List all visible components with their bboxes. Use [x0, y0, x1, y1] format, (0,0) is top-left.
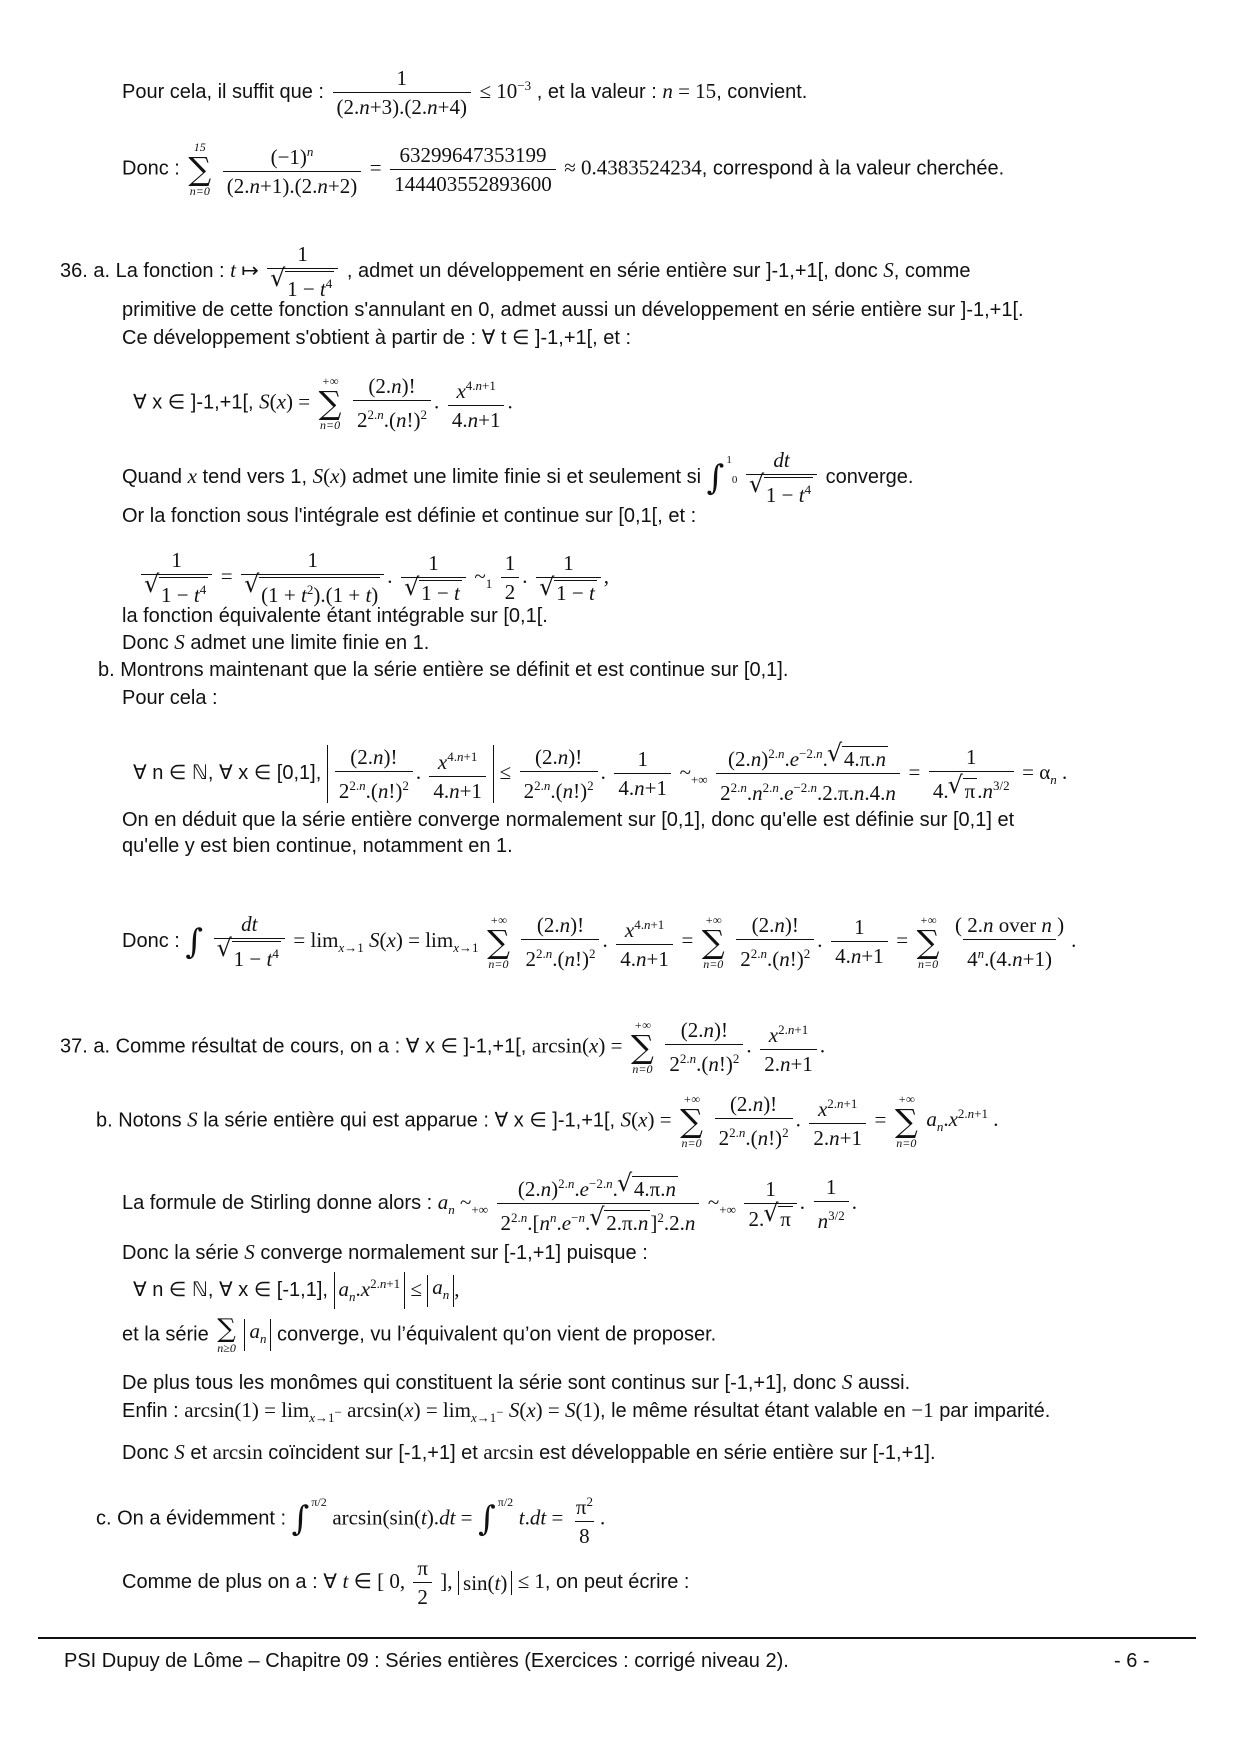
text-line-3: primitive de cette fonction s'annulant en 0, admet aussi un développement en série entière sur ]-1,+1[. [122, 299, 1024, 321]
footer-divider [38, 1637, 1196, 1639]
series-definition: ∀ x ∈ ]-1,+1[, S(x) = +∞ ∑ n=0 $\frac{(2.n)!}{2^{2.n}.(n!)^2}$ . $\frac{x^{4.n+1}}{4.n+1}$ . [133, 374, 513, 432]
integral-symbol: ∫ [706, 457, 725, 498]
text-line-2: Donc : 15 ∑ n=0 $\frac{(-1)^n}{(2.n+1).(2.n+2)}$ = $\frac{63299647353199}{144403552893600}$ ≈ 0.4383524234, correspond à la valeur cherchée. [122, 140, 1005, 198]
page-number: - 6 - [1114, 1650, 1150, 1672]
stirling-line: La formule de Stirling donne alors : $a_n$ $\sim_{+\infty}$ $\frac{(2.n)^{2.n}.e^{-2.n}.√ 4.\pi.n}{2^{2.n}.[n^n.e^{-n}.√ 2.\pi.n]^2.2.n}$ $\sim_{+\infty}$ $\frac{1}{2.√ \pi}$ . $\frac{1}{n^{3/2}}$ . [122, 1172, 857, 1235]
footer-left: PSI Dupuy de Lôme – Chapitre 09 : Séries entières (Exercices : corrigé niveau 2). [64, 1650, 789, 1672]
equivalence-formula: 1 √ $1 - t^4$ = 1 √ $(1 + t^2).(1 + t)$ . 1 √ 1 − t $\sim_1$ $\frac{1}{2}$ . 1 √ 1 − t , [138, 548, 609, 607]
text-line-11: Pour cela : [122, 687, 218, 709]
question-37b: b. Notons S la série entière qui est apparue : ∀ x ∈ ]-1,+1[, S(x) = +∞ ∑ n=0 $\frac{(2.n)!}{2^{2.n}.(n!)^2}$ . $\frac{x^{2.n+1}}{2.n+1}$ = +∞ ∑ n=0 $a_n.x^{2.n+1}$ . [96, 1092, 999, 1150]
question-37a: 37. a. Comme résultat de cours, on a : ∀ x ∈ ]-1,+1[, arcsin(x) = +∞ ∑ n=0 $\frac{(2.n)!}{2^{2.n}.(n!)^2}$ . $\frac{x^{2.n+1}}{2.n+1}$ . [60, 1018, 826, 1076]
text-line-9: Donc S admet une limite finie en 1. [122, 630, 430, 654]
sum-symbol: 15 ∑ n=0 [188, 140, 212, 198]
text-line-37f: et la série ∑ n≥0 $a_n$ converge, vu l’équivalent qu’on vient de proposer. [122, 1314, 717, 1355]
bound-inequality: ∀ n ∈ ℕ, ∀ x ∈ [0,1], $\frac{(2.n)!}{2^{2.n}.(n!)^2}$ . $\frac{x^{4.n+1}}{4.n+1}$ ≤ $\frac{(2.n)!}{2^{2.n}.(n!)^2}$ . $\frac{1}{4.n+1}$ $\sim_{+\infty}$ $\frac{(2.n)^{2.n}.e^{-2.n}.√ 4.\pi.n}{2^{2.n}.n^{2.n}.e^{-2.n}.2.\pi.n.4.n}$ = $\frac{1}{4.√ \pi.n^{3/2}}$ = $\alpha_n$ . [133, 742, 1067, 805]
text-line-37d: Donc la série S converge normalement sur [-1,+1] puisque : [122, 1240, 648, 1264]
text-line-37i: Donc S et arcsin coïncident sur [-1,+1] et arcsin est développable en série entière sur [-1,+1]. [122, 1440, 936, 1464]
text-line-37e: ∀ n ∈ ℕ, ∀ x ∈ [-1,1], $a_n.x^{2.n+1} \le a_n$ , [133, 1272, 459, 1309]
text-line-8: la fonction équivalente étant intégrable sur [0,1[. [122, 605, 548, 627]
text-line-14: qu'elle y est bien continue, notamment en 1. [122, 835, 513, 857]
text-line-37k: Comme de plus on a : ∀ t ∈ [ 0, $\frac{\pi}{2}$ ], sin(t) ≤ 1, on peut écrire : [122, 1556, 690, 1609]
final-integral-equality: Donc : ∫ dt √ $1 - t^4$ = $\lim_{x\to 1} S(x) = \lim_{x\to 1}$ +∞ ∑ n=0 $\frac{(2.n)!}{2^{2.n}.(n!)^2}$ . $\frac{x^{4.n+1}}{4.n+1}$ = +∞ ∑ n=0 $\frac{(2.n)!}{2^{2.n}.(n!)^2}$ . $\frac{1}{4.n+1}$ = +∞ ∑ n=0 $\frac{\text{( 2.n over n )}}{4^n.(4.n+1)}$ . [122, 912, 1076, 971]
fraction: $\frac{1}{(2.n+3).(2.n+4)}$ [333, 66, 471, 119]
text-line-4: Ce développement s'obtient à partir de : ∀ t ∈ ]-1,+1[, et : [122, 327, 632, 349]
text-line-6: Quand x tend vers 1, S(x) admet une limite finie si et seulement si ∫ $^1$0 dt √ $1 - t^4$ converge. [122, 448, 913, 507]
text-line-37g: De plus tous les monômes qui constituent la série sont continus sur [-1,+1], donc S aussi. [122, 1370, 911, 1394]
text-line-37h: Enfin : $\arcsin(1) = \lim_{x\to 1^-} \arcsin(x) = \lim_{x\to 1^-} S(x) = S(1)$, le même résultat étant valable en −1 par imparité. [122, 1398, 1051, 1426]
text-line-1: Pour cela, il suffit que : $\frac{1}{(2.n+3).(2.n+4)}$ ≤ $10^{-3}$ , et la valeur : n = 15, convient. [122, 66, 808, 119]
question-36b: b. Montrons maintenant que la série entière se définit et est continue sur [0,1]. [98, 659, 789, 681]
text-line-13: On en déduit que la série entière converge normalement sur [0,1], donc qu'elle est définie sur [0,1] et [122, 809, 1015, 831]
text-line-7: Or la fonction sous l'intégrale est définie et continue sur [0,1[, et : [122, 505, 697, 527]
question-36a: 36. a. La fonction : t ↦ 1 √ $1 - t^4$ , admet un développement en série entière sur ]-1,+1[, donc S, comme [60, 242, 970, 301]
question-37c: c. On a évidemment : ∫ $^{\pi/2}$ arcsin(sin(t).dt = ∫ $^{\pi/2}$ t.dt = $\frac{\pi^2}{8}$ . [96, 1494, 606, 1548]
